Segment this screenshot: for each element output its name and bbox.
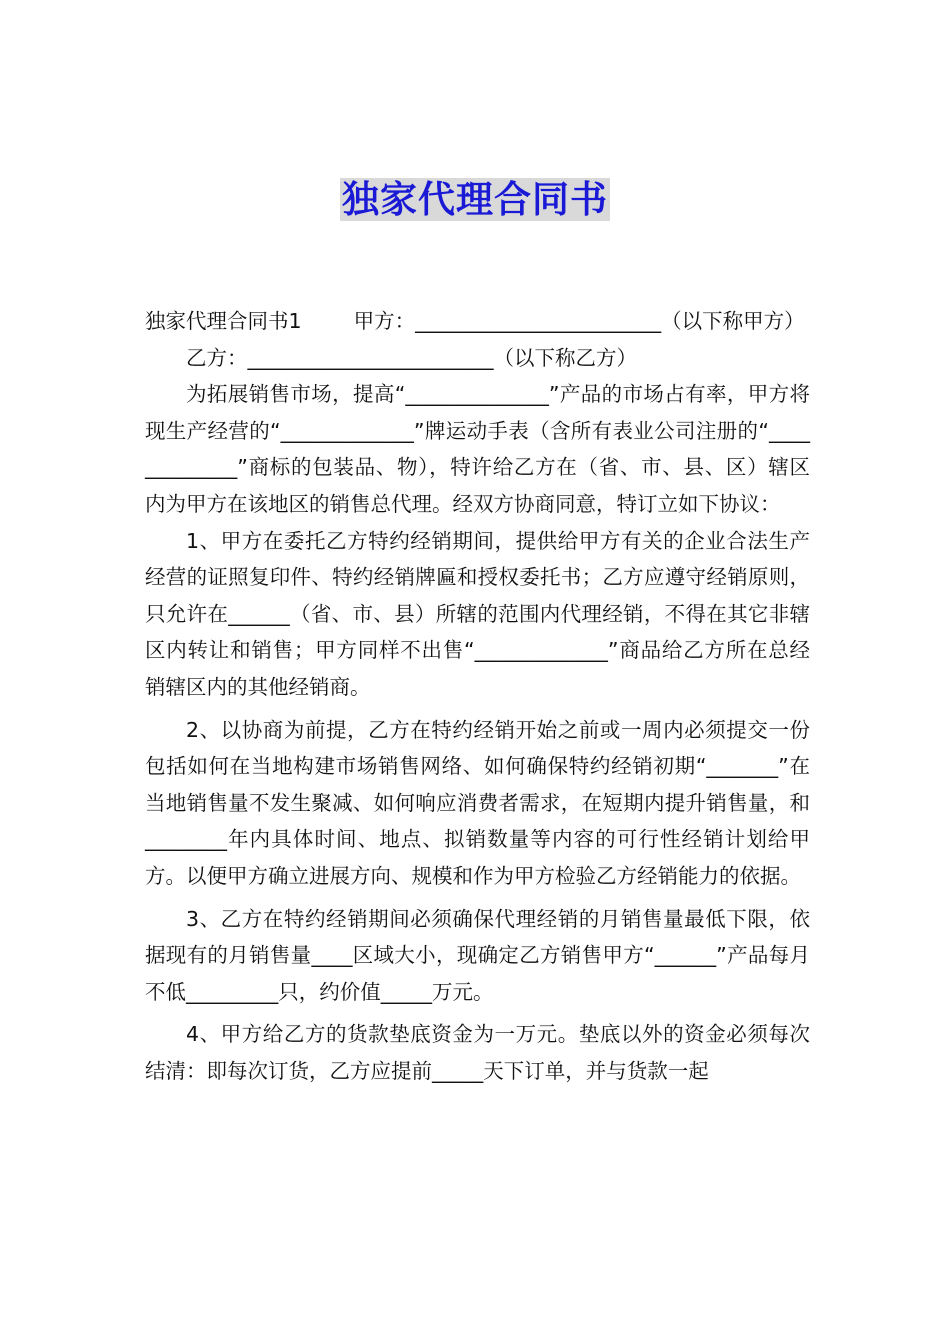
contract-header-paragraph: 独家代理合同书1 甲方：________________________（以下称甲方） [145, 309, 805, 333]
clause-1-paragraph: 1、甲方在委托乙方特约经销期间，提供给甲方有关的企业合法生产经营的证照复印件、特约经销牌匾和授权委托书；乙方应遵守经销原则，只允许在______（省、市、县）所辖的范围内代理经销，不得在其它非辖区内转让和销售；甲方同样不出售“_____________”商品给乙方所在总经销辖区内的其他经销商。 [145, 528, 810, 699]
document-title [0, 176, 950, 224]
document-title-text: 独家代理合同书 [342, 178, 608, 221]
preamble-paragraph: 为拓展销售市场，提高“______________”产品的市场占有率，甲方将现生产经营的“_____________”牌运动手表（含所有表业公司注册的“_____________”商标的包装品、物），特许给乙方在（省、市、县、区）辖区内为甲方在该地区的销售总代理。经双方协商同意，特订立如下协议： [145, 382, 810, 516]
clause-3-paragraph: 3、乙方在特约经销期间必须确保代理经销的月销售量最低下限，依据现有的月销售量____区域大小，现确定乙方销售甲方“______”产品每月不低_________只，约价值_____万元。 [145, 906, 810, 1004]
clause-4-paragraph: 4、甲方给乙方的货款垫底资金为一万元。垫底以外的资金必须每次结清：即每次订货，乙方应提前_____天下订单，并与货款一起 [145, 1022, 810, 1083]
clause-2-paragraph: 2、以协商为前提，乙方在特约经销开始之前或一周内必须提交一份包括如何在当地构建市场销售网络、如何确保特约经销初期“_______”在当地销售量不发生聚减、如何响应消费者需求，在短期内提升销售量，和________年内具体时间、地点、拟销数量等内容的可行性经销计划给甲方。以便甲方确立进展方向、规模和作为甲方检验乙方经销能力的依据。 [145, 717, 810, 888]
party-b-paragraph: 乙方：________________________（以下称乙方） [186, 345, 637, 370]
document-body [145, 303, 810, 1089]
